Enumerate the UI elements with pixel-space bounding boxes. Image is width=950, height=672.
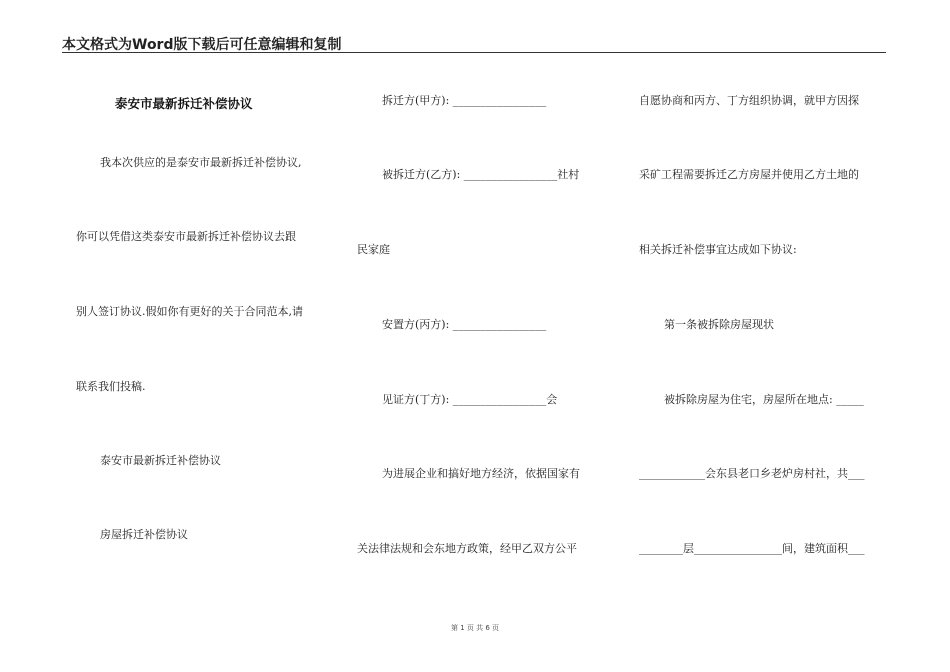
text-line: 为进展企业和搞好地方经济，依据国家有 bbox=[382, 467, 580, 480]
text-line: 被拆迁方(乙方): _________________社村 bbox=[382, 168, 580, 181]
text-line: 相关拆迁补偿事宜达成如下协议: bbox=[639, 243, 797, 256]
text-line: 民家庭 bbox=[357, 243, 390, 256]
text-line: 房屋拆迁补偿协议 bbox=[100, 528, 188, 541]
text-line: 我本次供应的是泰安市最新拆迁补偿协议, bbox=[100, 156, 302, 169]
document-header: 本文格式为Word版下载后可任意编辑和复制 bbox=[62, 37, 342, 53]
text-line: 安置方(丙方): _________________ bbox=[382, 318, 547, 331]
text-line: 采矿工程需要拆迁乙方房屋并使用乙方土地的 bbox=[639, 168, 859, 181]
text-line: 你可以凭借这类泰安市最新拆迁补偿协议去跟 bbox=[76, 230, 296, 243]
header-divider bbox=[62, 52, 886, 53]
section-heading: 第一条被拆除房屋现状 bbox=[664, 318, 774, 331]
text-line: ________层________________间，建筑面积___ bbox=[639, 542, 865, 555]
document-title: 泰安市最新拆迁补偿协议 bbox=[115, 96, 253, 111]
text-line: 拆迁方(甲方): _________________ bbox=[382, 94, 547, 107]
text-line: 自愿协商和丙方、丁方组织协调，就甲方因探 bbox=[639, 94, 859, 107]
text-line: 别人签订协议.假如你有更好的关于合同范本,请 bbox=[76, 305, 303, 318]
page-number: 第 1 页 共 6 页 bbox=[450, 624, 500, 632]
text-line: 见证方(丁方): _________________会 bbox=[382, 393, 558, 406]
text-line: 关法律法规和会东地方政策，经甲乙双方公平 bbox=[357, 542, 577, 555]
text-line: 泰安市最新拆迁补偿协议 bbox=[100, 454, 221, 467]
text-line: 联系我们投稿. bbox=[76, 380, 146, 393]
text-line: 被拆除房屋为住宅，房屋所在地点: _____ bbox=[664, 393, 864, 406]
text-line: ____________会东县老口乡老炉房村社，共___ bbox=[639, 467, 865, 480]
